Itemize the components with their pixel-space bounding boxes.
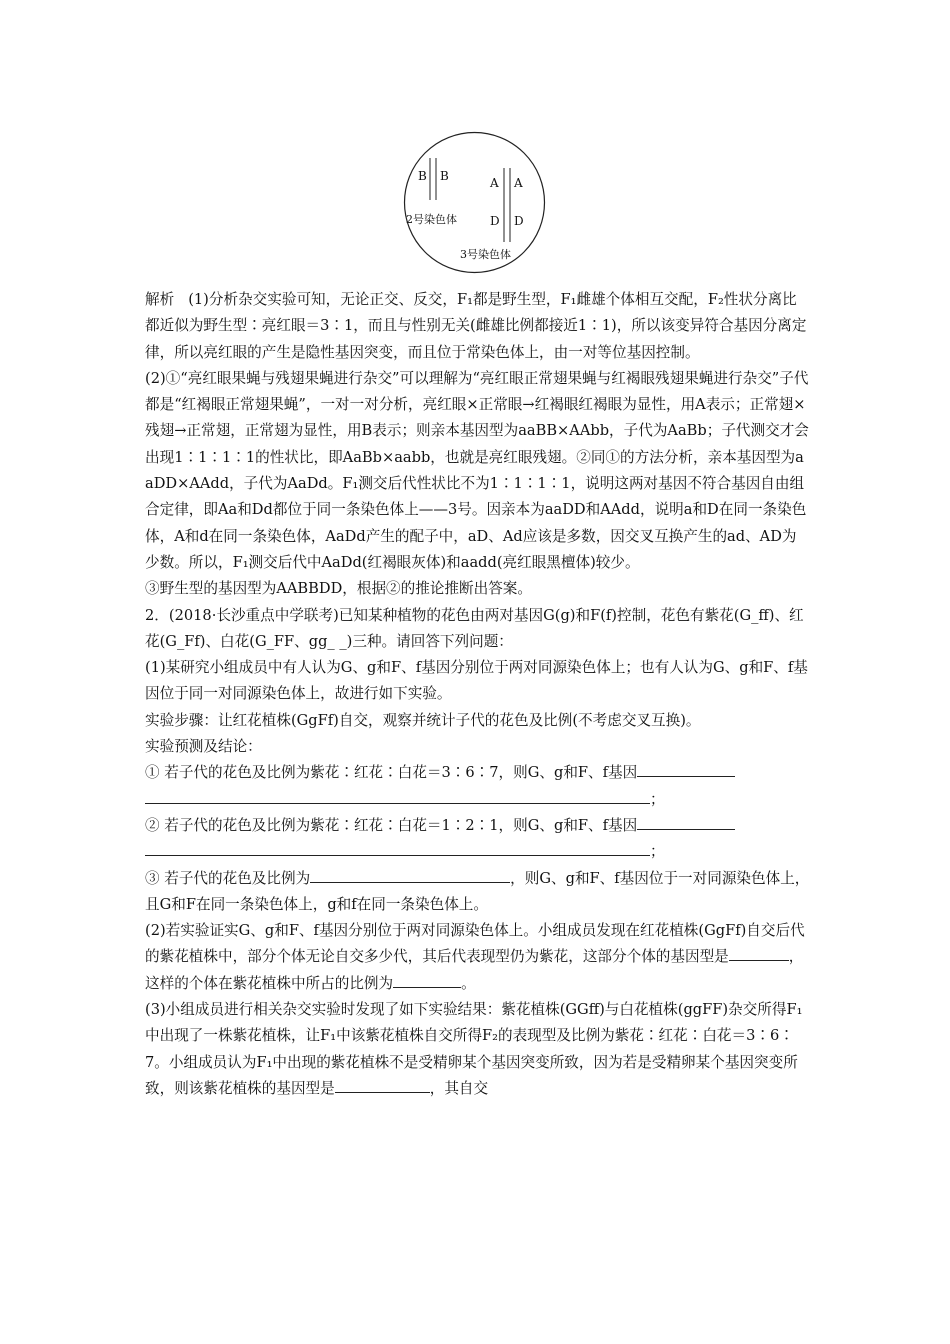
gene-label-D-left: D (490, 214, 500, 228)
answer-blank-1b[interactable] (145, 787, 650, 804)
answer-blank-5[interactable] (393, 971, 461, 988)
part-2-text-mid: ，这样的个体在紫花植株中所占的比例为 (145, 948, 804, 992)
answer-blank-1a[interactable] (637, 760, 735, 777)
conclusion-1-semicolon: ； (650, 790, 665, 808)
analysis-paragraph-3: ③野生型的基因型为AABBDD，根据②的推论推断出答案。 (145, 580, 532, 598)
conclusion-2-text: ② 若子代的花色及比例为紫花∶红花∶白花＝1∶2∶1，则G、g和F、f基因 (145, 816, 638, 834)
question-2-part-2 (145, 918, 810, 997)
answer-blank-6[interactable] (335, 1076, 430, 1093)
analysis-paragraph-2: (2)①“亮红眼果蝇与残翅果蝇进行杂交”可以理解为“亮红眼正常翅果蝇与红褐眼残翅果蝇进行杂交”子代都是“红褐眼正常翅果蝇”，一对一对分析，亮红眼×正常眼→红褐眼红褐眼为显性，用A表示；正常翅×残翅→正常翅，正常翅为显性，用B表示；则亲本基因型为aaBB×AAbb，子代为AaBb；子代测交才会出现1∶1∶1∶1的性状比，即AaBb×aabb，也就是亮红眼残翅。②同①的方法分析，亲本基因型为aaDD×AAdd，子代为AaDd。F₁测交后代性状比不为1∶1∶1∶1，说明这两对基因不符合基因自由组合定律，即Aa和Dd都位于同一条染色体上——3号。因亲本为aaDD和AAdd，说明a和D在同一条染色体，A和d在同一条染色体，AaDd产生的配子中，aD、Ad应该是多数，因交叉互换产生的ad、AD为少数。所以，F₁测交后代中AaDd(红褐眼灰体)和aadd(亮红眼黑檀体)较少。 (145, 369, 809, 571)
conclusion-2 (145, 813, 810, 866)
gene-label-D-right: D (514, 214, 524, 228)
conclusion-3-text-pre: ③ 若子代的花色及比例为 (145, 869, 311, 887)
question-2-part-1: (1)某研究小组成员中有人认为G、g和F、f基因分别位于两对同源染色体上；也有人认为G、g和F、f基因位于同一对同源染色体上，故进行如下实验。 (145, 659, 808, 703)
analysis-paragraph-1 (145, 287, 810, 366)
question-2-stem: 2．(2018·长沙重点中学联考)已知某种植物的花色由两对基因G(g)和F(f)控制，花色有紫花(G_ff)、红花(G_Ff)、白花(G_FF、gg_ _)三种。请回答下列问题： (145, 606, 804, 650)
chromosome-diagram-svg (402, 130, 547, 275)
answer-blank-2b[interactable] (145, 839, 650, 856)
chromosome-2-caption: 2号染色体 (406, 213, 457, 226)
gene-label-A-left: A (490, 176, 499, 190)
experiment-prediction-label: 实验预测及结论： (145, 738, 262, 756)
chromosome-diagram (402, 130, 547, 275)
part-2-text-pre: (2)若实验证实G、g和F、f基因分别位于两对同源染色体上。小组成员发现在红花植株(GgFf)自交后代的紫花植株中，部分个体无论自交多少代，其后代表现型仍为紫花，这部分个体的基因型是 (145, 922, 805, 966)
conclusion-1 (145, 760, 810, 813)
document-body (145, 287, 810, 1102)
answer-blank-2a[interactable] (637, 813, 735, 830)
answer-blank-4[interactable] (729, 944, 789, 961)
part-3-text-pre: (3)小组成员进行相关杂交实验时发现了如下实验结果：紫花植株(GGff)与白花植株(ggFF)杂交所得F₁中出现了一株紫花植株，让F₁中该紫花植株自交所得F₂的表现型及比例为紫花∶红花∶白花＝3∶6∶7。小组成员认为F₁中出现的紫花植株不是受精卵某个基因突变所致，因为若是受精卵某个基因突变所致，则该紫花植株的基因型是 (145, 1001, 803, 1097)
experiment-steps: 实验步骤：让红花植株(GgFf)自交，观察并统计子代的花色及比例(不考虑交叉互换)。 (145, 711, 701, 729)
gene-label-B-right: B (440, 169, 449, 183)
chromosome-3-caption: 3号染色体 (460, 248, 511, 261)
conclusion-3 (145, 866, 810, 919)
part-2-text-end: 。 (461, 974, 476, 992)
analysis-label: 解析 (145, 291, 175, 308)
question-2-part-3 (145, 997, 810, 1102)
gene-label-B-left: B (418, 169, 427, 183)
conclusion-1-text: ① 若子代的花色及比例为紫花∶红花∶白花＝3∶6∶7，则G、g和F、f基因 (145, 764, 638, 782)
analysis-text-1: (1)分析杂交实验可知，无论正交、反交，F₁都是野生型，F₁雌雄个体相互交配，F₂性状分离比都近似为野生型∶亮红眼＝3∶1，而且与性别无关(雌雄比例都接近1∶1)，所以该变异符合基因分离定律，所以亮红眼的产生是隐性基因突变，而且位于常染色体上，由一对等位基因控制。 (145, 291, 807, 361)
conclusion-3-text-post: ，则G、g和F、f基因位于一对同源染色体上，且G和F在同一条染色体上，g和f在同一条染色体上。 (145, 869, 810, 913)
conclusion-2-semicolon: ； (650, 843, 665, 861)
answer-blank-3[interactable] (310, 866, 510, 883)
part-3-text-post: ，其自交 (429, 1079, 489, 1097)
gene-label-A-right: A (514, 176, 523, 190)
